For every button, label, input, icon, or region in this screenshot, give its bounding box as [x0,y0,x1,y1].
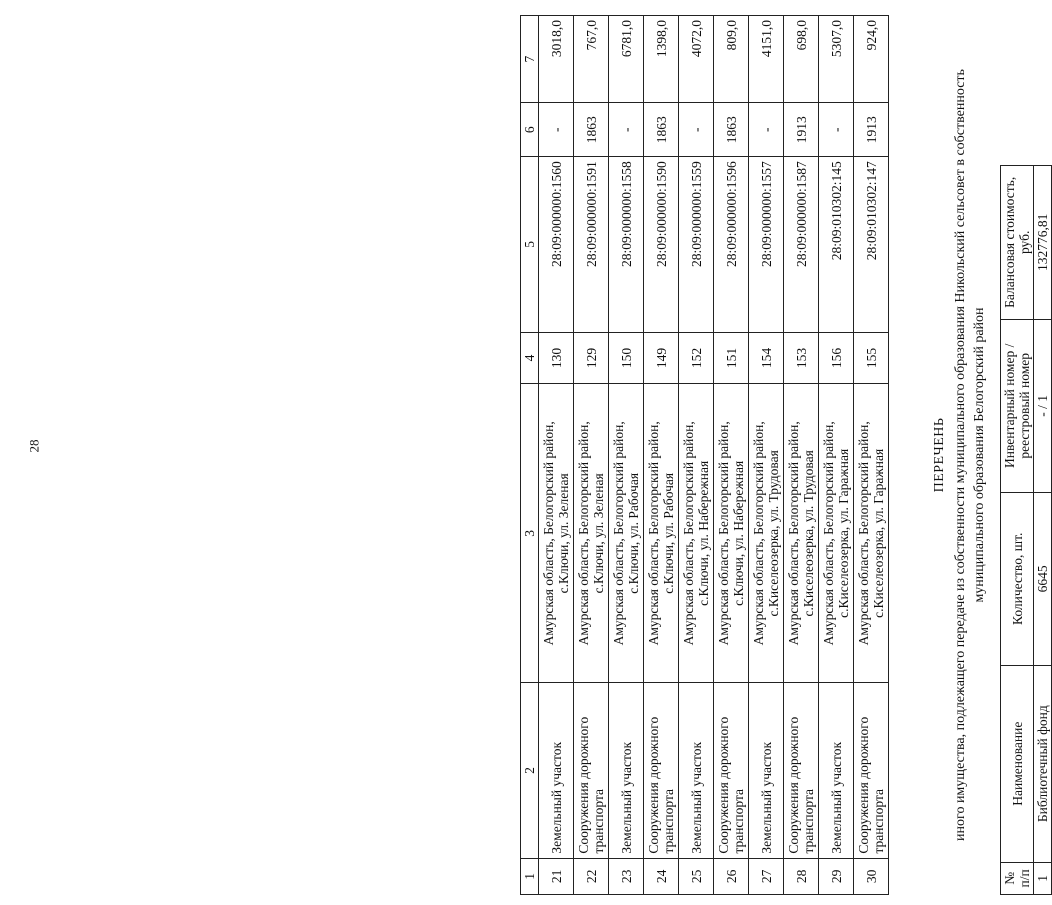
address-line: Амурская область, Белогорский район, [541,421,556,646]
address-line: с.Киселеозерка, ул. Трудовая [801,450,817,617]
table-cell: 28 [784,858,819,894]
table-row [749,16,784,895]
table-cell: 1 [1034,862,1052,894]
table-cell: Земельный участок [679,683,714,858]
table-cell: Сооружения дорожного транспорта [714,683,749,858]
table-cell: 28:09:000000:1560 [539,157,574,332]
table-cell: 6781,0 [609,16,644,103]
column-header: Балансовая стоимость, руб. [1001,166,1034,320]
table-cell [574,384,609,683]
table-cell: 28:09:010302:147 [854,157,889,332]
table-cell: Сооружения дорожного транспорта [784,683,819,858]
table-cell: 156 [819,332,854,384]
address-line: Амурская область, Белогорский район, [611,421,626,646]
column-header: Наименование [1001,665,1034,862]
table-cell [539,384,574,683]
table-cell: 28:09:000000:1558 [609,157,644,332]
property-table [520,15,889,895]
table-cell: 1863 [574,103,609,157]
table-cell: 809,0 [714,16,749,103]
address-line: Амурская область, Белогорский район, [716,421,731,646]
table-cell: 28:09:010302:145 [819,157,854,332]
table-cell: 132776,81 [1034,166,1052,320]
table-cell [609,384,644,683]
table-cell: 26 [714,858,749,894]
table-cell [679,384,714,683]
table-cell: 155 [854,332,889,384]
table-cell: 153 [784,332,819,384]
column-header: 5 [521,157,539,332]
address-line: с.Ключи, ул. Зеленая [556,473,572,594]
table-cell: - [609,103,644,157]
other-property-table [1000,165,1052,895]
table-cell: 1913 [854,103,889,157]
table-row [609,16,644,895]
table-cell [854,384,889,683]
table-cell [819,384,854,683]
column-header: 2 [521,683,539,858]
table-cell: - [819,103,854,157]
table-cell: 22 [574,858,609,894]
table-cell: 28:09:000000:1587 [784,157,819,332]
list-subtitle-line: иного имущества, подлежащего передаче из собственности муниципального образования Никольский сельсовет в собственность [953,69,968,841]
table-cell: 28:09:000000:1559 [679,157,714,332]
address-line: с.Киселеозерка, ул. Гаражная [836,448,852,618]
table-row [679,16,714,895]
table-cell: 29 [819,858,854,894]
table-cell: - / 1 [1034,319,1052,492]
table-cell: 21 [539,858,574,894]
table-cell: 130 [539,332,574,384]
address-line: с.Ключи, ул. Рабочая [661,472,677,594]
address-line: с.Киселеозерка, ул. Гаражная [871,448,887,618]
address-line: Амурская область, Белогорский район, [821,421,836,646]
address-line: с.Ключи, ул. Набережная [696,460,712,606]
table-cell: Сооружения дорожного транспорта [644,683,679,858]
table-row [539,16,574,895]
table-cell: Земельный участок [539,683,574,858]
table-cell: 698,0 [784,16,819,103]
table-cell: 924,0 [854,16,889,103]
table-cell: Земельный участок [819,683,854,858]
table-row [1034,166,1052,895]
table-cell: 1398,0 [644,16,679,103]
table-cell [784,384,819,683]
table-cell: 28:09:000000:1591 [574,157,609,332]
table-cell: 24 [644,858,679,894]
table-cell: Сооружения дорожного транспорта [574,683,609,858]
address-line: Амурская область, Белогорский район, [681,421,696,646]
table-cell: Земельный участок [609,683,644,858]
table-header-row [521,16,539,895]
table-cell: 25 [679,858,714,894]
table-cell: 28:09:000000:1590 [644,157,679,332]
table-cell: 23 [609,858,644,894]
table-cell: 151 [714,332,749,384]
table-cell: 152 [679,332,714,384]
table-cell: 1863 [714,103,749,157]
column-header: 6 [521,103,539,157]
table-cell: 28:09:000000:1596 [714,157,749,332]
column-header: 7 [521,16,539,103]
list-subtitle-line: муниципального образования Белогорский район [971,307,987,603]
table-cell: 767,0 [574,16,609,103]
table-cell: Библиотечный фонд [1034,665,1052,862]
address-line: с.Ключи, ул. Зеленая [591,473,607,594]
column-header: № п/п [1001,862,1034,894]
table-row [574,16,609,895]
table-cell: - [749,103,784,157]
address-line: с.Киселеозерка, ул. Трудовая [766,450,782,617]
column-header: 3 [521,384,539,683]
address-line: Амурская область, Белогорский район, [856,421,871,646]
address-line: Амурская область, Белогорский район, [786,421,801,646]
table-cell: 6645 [1034,492,1052,665]
address-line: Амурская область, Белогорский район, [576,421,591,646]
address-line: с.Ключи, ул. Набережная [731,460,747,606]
column-header: 4 [521,332,539,384]
rotated-document-content [520,10,1051,895]
table-row [819,16,854,895]
table-row [784,16,819,895]
table-cell: Сооружения дорожного транспорта [854,683,889,858]
table-cell: 154 [749,332,784,384]
table-row [644,16,679,895]
table-cell: 129 [574,332,609,384]
address-line: Амурская область, Белогорский район, [751,421,766,646]
table-header-row [1001,166,1034,895]
column-header: Инвентарный номер / реестровый номер [1001,319,1034,492]
table-cell: 4072,0 [679,16,714,103]
table-cell: Земельный участок [749,683,784,858]
address-line: с.Ключи, ул. Рабочая [626,472,642,594]
table-row [854,16,889,895]
table-cell: 1863 [644,103,679,157]
table-cell: 27 [749,858,784,894]
table-cell: 4151,0 [749,16,784,103]
table-cell [644,384,679,683]
table-cell: 1913 [784,103,819,157]
column-header: 1 [521,858,539,894]
table-cell: 30 [854,858,889,894]
column-header: Количество, шт. [1001,492,1034,665]
list-subtitle [952,15,990,895]
table-cell: 5307,0 [819,16,854,103]
table-row [714,16,749,895]
address-line: Амурская область, Белогорский район, [646,421,661,646]
table-cell: 3018,0 [539,16,574,103]
table-cell [749,384,784,683]
table-cell: 28:09:000000:1557 [749,157,784,332]
table-cell: - [679,103,714,157]
page-number: 28 [26,439,42,453]
table-cell: 149 [644,332,679,384]
list-title: ПЕРЕЧЕНЬ [932,417,947,493]
table-cell: 150 [609,332,644,384]
table-cell: - [539,103,574,157]
table-cell [714,384,749,683]
